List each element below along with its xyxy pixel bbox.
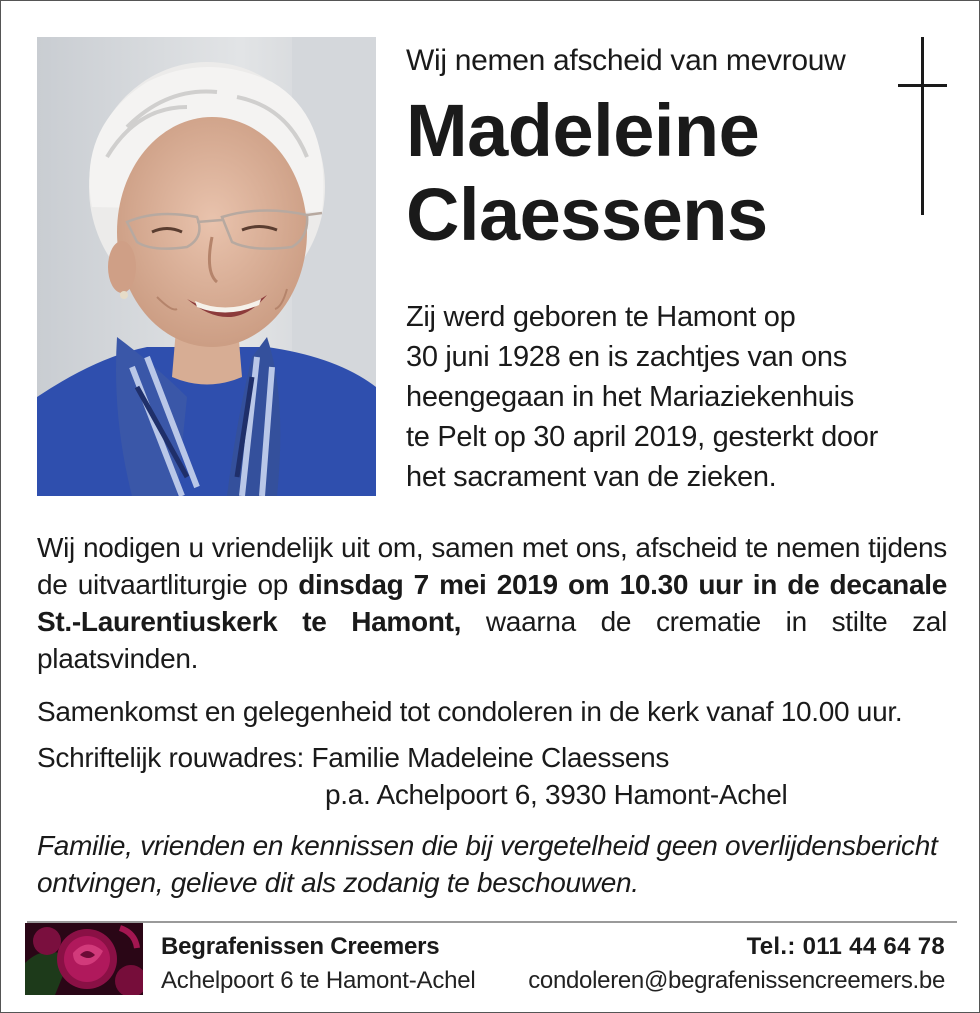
bio-line: Zij werd geboren te Hamont op bbox=[406, 301, 796, 333]
mourning-address bbox=[37, 739, 947, 813]
address-line-2: p.a. Achelpoort 6, 3930 Hamont-Achel bbox=[325, 779, 788, 810]
funeral-home-address: Achelpoort 6 te Hamont-Achel bbox=[161, 967, 476, 994]
funeral-home-name: Begrafenissen Creemers bbox=[161, 933, 440, 960]
bio-line: heengegaan in het Mariaziekenhuis bbox=[406, 381, 854, 413]
funeral-invitation bbox=[37, 529, 947, 677]
invite-text-end: waarna de crematie in stilte zal plaatsvinden. bbox=[37, 606, 948, 674]
invite-text: Wij nodigen u vriendelijk uit om, samen met ons, afscheid te nemen tijdens de uitvaartliturgie op bbox=[37, 532, 947, 600]
intro-line: Wij nemen afscheid van mevrouw bbox=[406, 44, 846, 77]
biography bbox=[406, 297, 946, 497]
rose-logo bbox=[25, 923, 143, 995]
email-address[interactable]: condoleren@begrafenissencreemers.be bbox=[528, 967, 945, 994]
address-line-1: Schriftelijk rouwadres: Familie Madeleine Claessens bbox=[37, 742, 670, 773]
footer-divider bbox=[27, 921, 957, 923]
phone-number: Tel.: 011 44 64 78 bbox=[746, 933, 945, 960]
portrait-photo bbox=[37, 37, 376, 496]
first-name: Madeleine bbox=[406, 89, 760, 172]
bio-line: 30 juni 1928 en is zachtjes van ons bbox=[406, 341, 847, 373]
deceased-name bbox=[406, 89, 768, 257]
bio-line: het sacrament van de zieken. bbox=[406, 461, 777, 493]
cross-icon bbox=[898, 37, 948, 215]
notice-note: Familie, vrienden en kennissen die bij vergetelheid geen overlijdensbericht ontvingen, gelieve dit als zodanig te beschouwen. bbox=[37, 830, 938, 898]
invite-date-location: dinsdag 7 mei 2019 om 10.30 uur in de decanale St.-Laurentiuskerk te Hamont, bbox=[37, 569, 947, 637]
gathering-info: Samenkomst en gelegenheid tot condoleren in de kerk vanaf 10.00 uur. bbox=[37, 696, 903, 727]
bio-line: te Pelt op 30 april 2019, gesterkt door bbox=[406, 421, 878, 453]
last-name: Claessens bbox=[406, 173, 768, 256]
